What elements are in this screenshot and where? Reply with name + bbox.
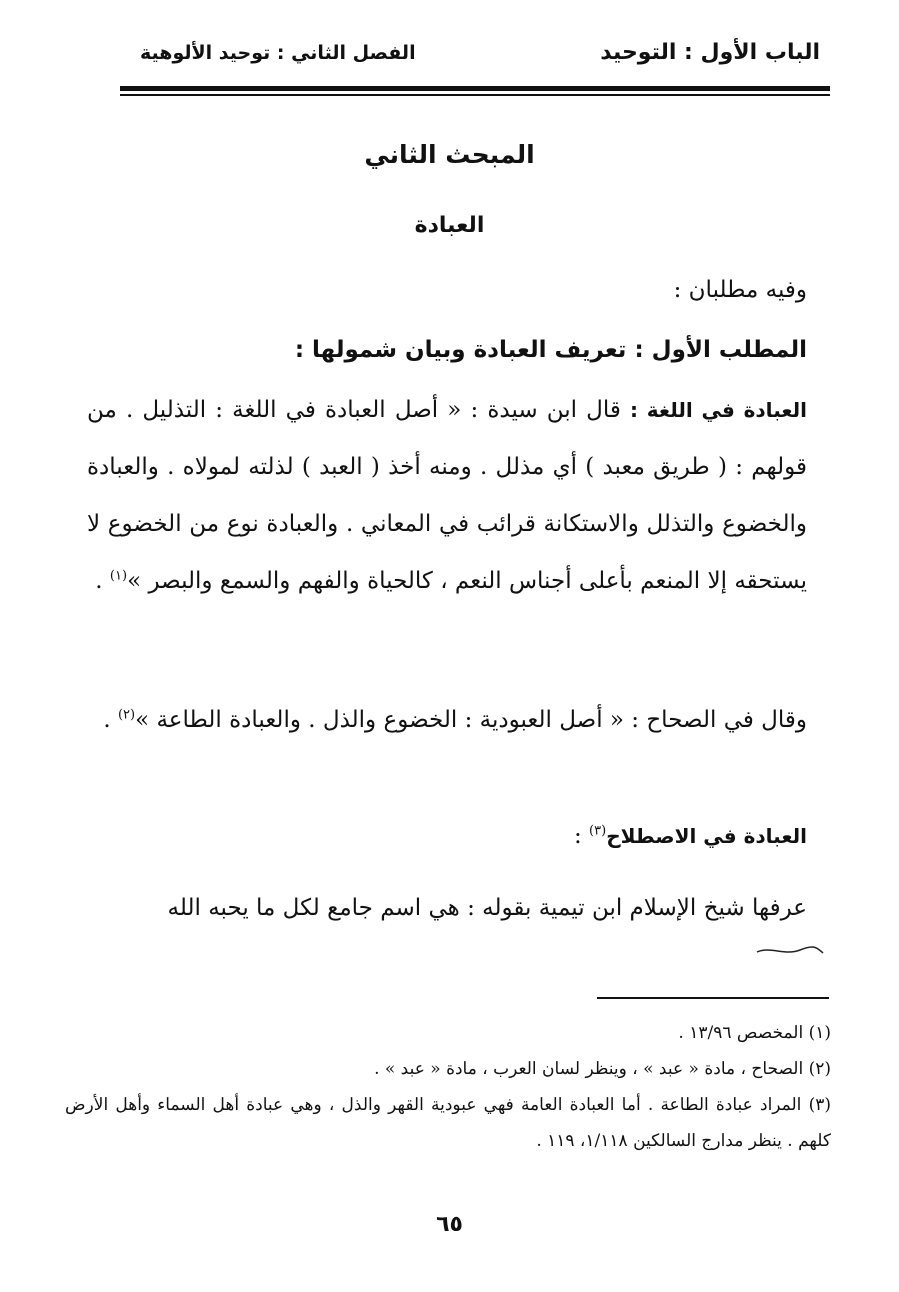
header-rule-thin [120, 94, 830, 96]
footnotes [65, 1015, 831, 1159]
sihah-end: . [103, 707, 118, 733]
underline-squiggle [755, 944, 825, 958]
header-rule-thick [120, 86, 830, 91]
terminology-end: : [573, 823, 590, 849]
terminology-label: العبادة في الاصطلاح [606, 824, 807, 848]
running-header [120, 40, 820, 80]
paragraph-linguistic-definition [87, 382, 807, 610]
linguistic-label: العبادة في اللغة : [630, 398, 808, 422]
footnote-ref-1: (١) [109, 568, 128, 584]
linguistic-end: . [95, 568, 110, 594]
footnote-3: (٣) المراد عبادة الطاعة . أما العبادة العامة فهي عبودية القهر والذل ، وهي عبادة أهل السماء وأهل الأرض كلهم . ينظر مدارج السالكين ١/١١٨، ١١٩ . [65, 1095, 831, 1151]
topic-heading: العبادة [414, 213, 485, 238]
section-heading: المبحث الثاني [364, 140, 535, 169]
linguistic-text: قال ابن سيدة : « أصل العبادة في اللغة : التذليل . من قولهم : ( طريق معبد ) أي مذلل . ومنه أخذ ( العبد ) لذلته لمولاه . والعبادة والخضوع والتذلل والاستكانة قرائب في المعاني . والعبادة نوع من الخضوع لا يستحقه إلا المنعم بأعلى أجناس النعم ، كالحياة والفهم والسمع والبصر » [87, 397, 807, 594]
paragraph-terminology-definition: عرفها شيخ الإسلام ابن تيمية بقوله : هي اسم جامع لكل ما يحبه الله [167, 895, 807, 921]
paragraph-sihah [87, 692, 807, 749]
footnote-2: (٢) الصحاح ، مادة « عبد » ، وينظر لسان العرب ، مادة « عبد » . [374, 1059, 831, 1079]
footnote-ref-2: (٢) [117, 707, 136, 723]
footnote-1: (١) المخصص ١٣/٩٦ . [678, 1023, 831, 1043]
intro-line: وفيه مطلبان : [673, 277, 807, 303]
footnote-separator [597, 997, 829, 999]
header-section-title: الفصل الثاني : توحيد الألوهية [140, 42, 416, 64]
subsection-title: المطلب الأول : تعريف العبادة وبيان شمولها : [294, 337, 807, 363]
header-chapter-title: الباب الأول : التوحيد [600, 40, 820, 65]
page-number: ٦٥ [436, 1212, 463, 1237]
sihah-text: وقال في الصحاح : « أصل العبودية : الخضوع والذل . والعبادة الطاعة » [135, 707, 807, 733]
paragraph-terminology-heading [87, 808, 807, 865]
footnote-ref-3: (٣) [589, 823, 607, 839]
